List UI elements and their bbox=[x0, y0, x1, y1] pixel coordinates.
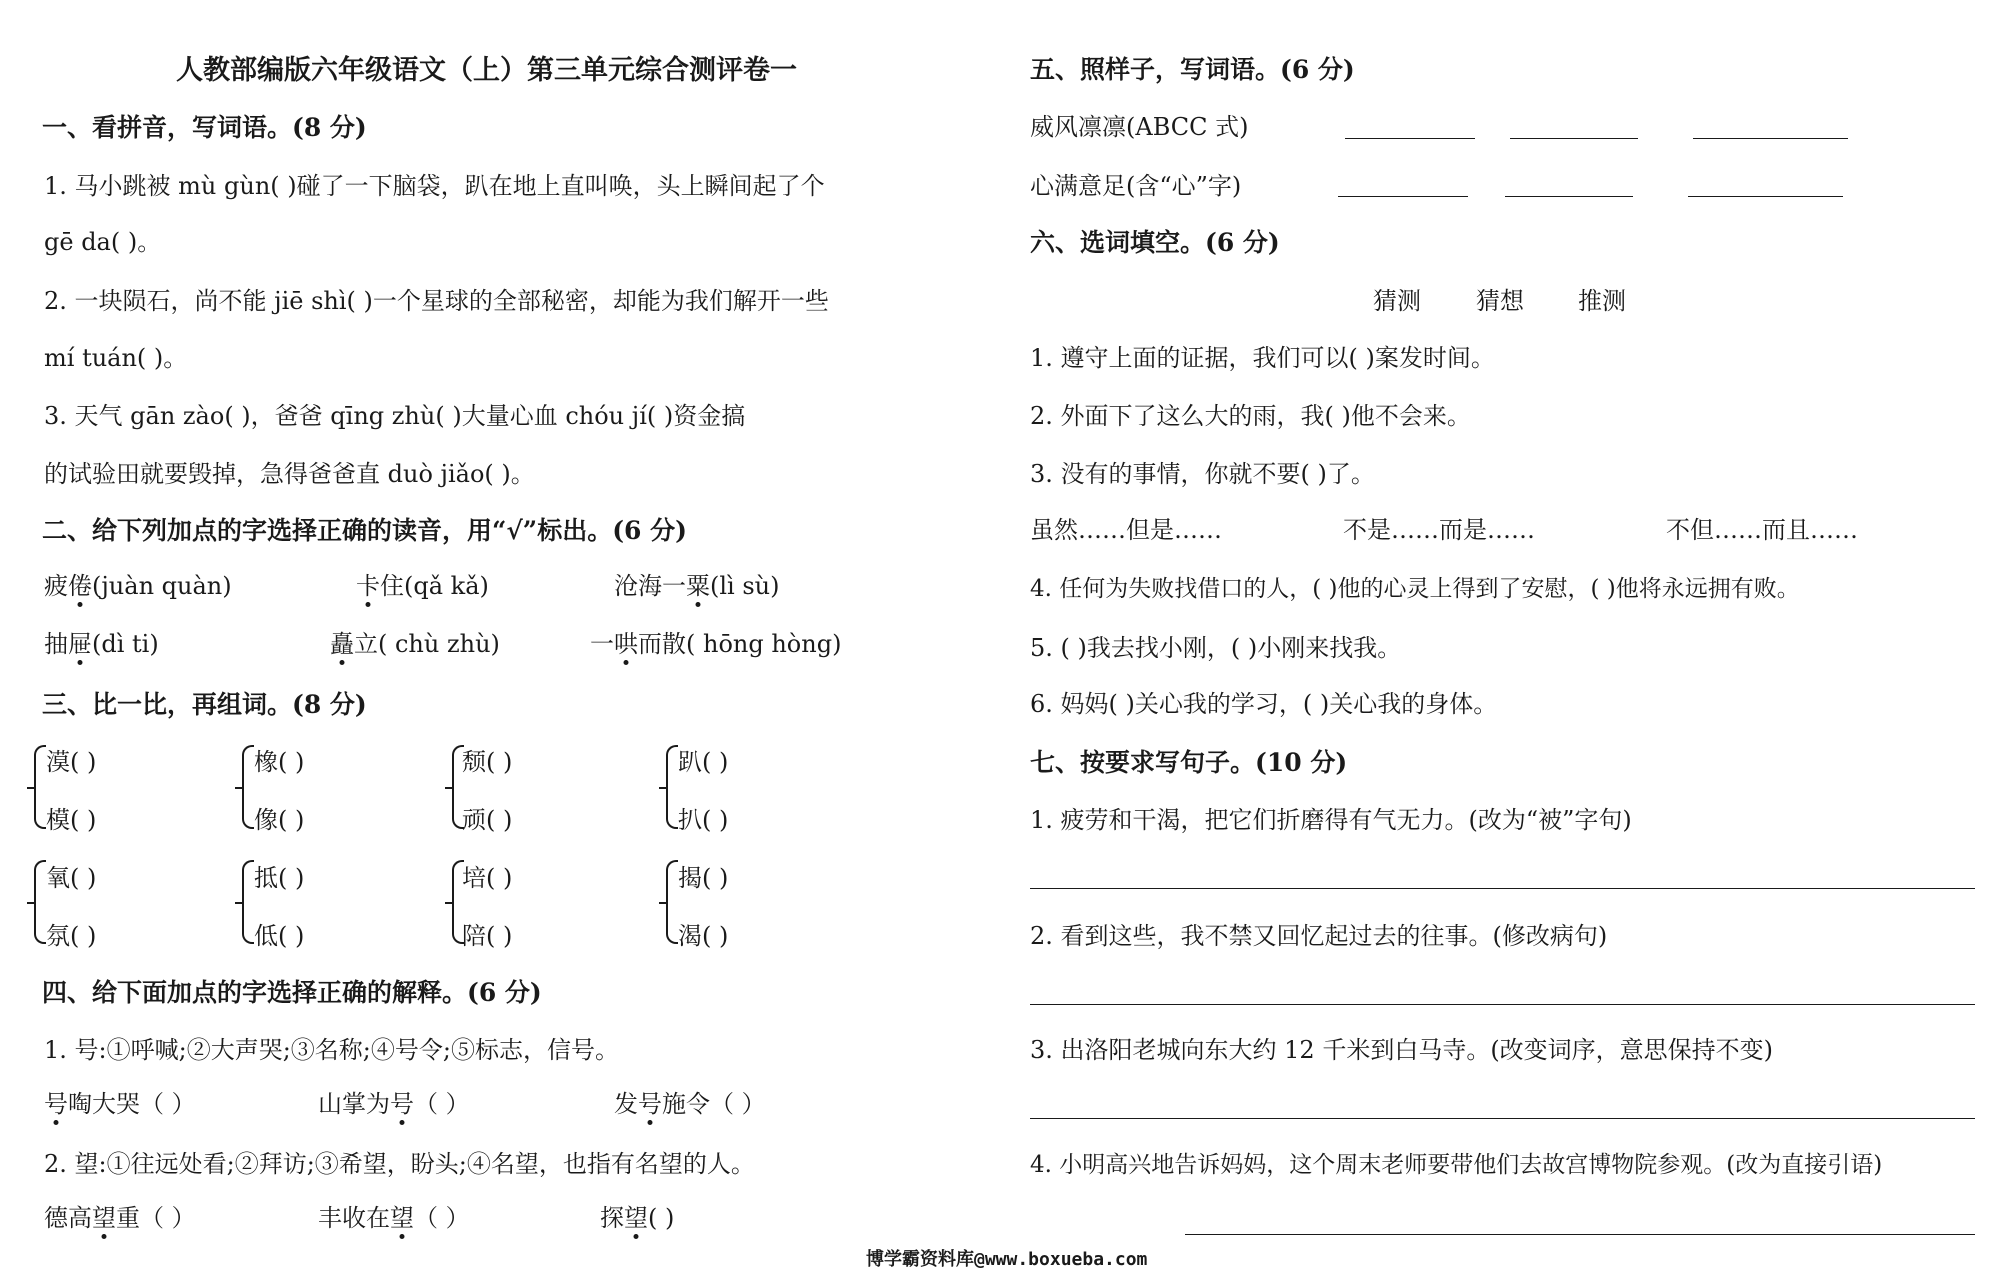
s3-char-1: 漠( ) bbox=[46, 748, 97, 776]
s3-char-8: 扒( ) bbox=[678, 806, 729, 834]
s3-char-15: 揭( ) bbox=[678, 864, 729, 892]
brace-6 bbox=[242, 860, 254, 944]
brace-1 bbox=[34, 745, 46, 829]
s3-char-2: 模( ) bbox=[46, 806, 97, 834]
s7-q3: 3. 出洛阳老城向东大约 12 千米到白马寺。(改变词序，意思保持不变) bbox=[1030, 1036, 1774, 1064]
s2-item-3: 沧海一粟(lì sù) bbox=[614, 572, 780, 600]
s6-q5: 5. ( )我去找小刚，( )小刚来找我。 bbox=[1030, 634, 1402, 662]
s7-q2-answer-line[interactable] bbox=[1030, 1004, 1975, 1005]
s1-q3-line2: 的试验田就要毁掉，急得爸爸直 duò jiǎo( )。 bbox=[44, 460, 535, 488]
s1-q1-line2: gē da( )。 bbox=[44, 228, 162, 256]
s3-char-5: 颓( ) bbox=[462, 748, 513, 776]
s6-q1: 1. 遵守上面的证据，我们可以( )案发时间。 bbox=[1030, 344, 1495, 372]
s3-char-9: 氧( ) bbox=[46, 864, 97, 892]
s2-item-2: 卡住(qǎ kǎ) bbox=[356, 572, 489, 600]
s6-q3: 3. 没有的事情，你就不要( )了。 bbox=[1030, 460, 1375, 488]
s7-q3-answer-line[interactable] bbox=[1030, 1118, 1975, 1119]
section-1-heading: 一、看拼音，写词语。(8 分) bbox=[42, 113, 367, 142]
s3-char-14: 陪( ) bbox=[462, 922, 513, 950]
s5-row-1-blank-1[interactable] bbox=[1345, 138, 1475, 139]
s1-q1-line1: 1. 马小跳被 mù gùn( )碰了一下脑袋，趴在地上直叫唤，头上瞬间起了个 bbox=[44, 172, 825, 200]
brace-8 bbox=[666, 860, 678, 944]
s4-q1-item-1: 号啕大哭（ ） bbox=[44, 1090, 196, 1118]
s1-q2-line1: 2. 一块陨石，尚不能 jiē shì( )一个星球的全部秘密，却能为我们解开一些 bbox=[44, 287, 829, 315]
section-7-heading: 七、按要求写句子。(10 分) bbox=[1030, 748, 1348, 777]
page-title: 人教部编版六年级语文（上）第三单元综合测评卷一 bbox=[176, 55, 797, 86]
s1-q2-line2: mí tuán( )。 bbox=[44, 344, 188, 372]
s1-q3-line1: 3. 天气 gān zào( )，爸爸 qīng zhù( )大量心血 chóu jí( )资金搞 bbox=[44, 402, 746, 430]
s3-char-6: 顽( ) bbox=[462, 806, 513, 834]
footer-watermark: 博学霸资料库@www.boxueba.com bbox=[866, 1249, 1148, 1270]
s3-char-3: 橡( ) bbox=[254, 748, 305, 776]
s5-row-1-blank-2[interactable] bbox=[1510, 138, 1638, 139]
s6-conj-3: 不但……而且…… bbox=[1666, 516, 1858, 544]
s7-q1-answer-line[interactable] bbox=[1030, 888, 1975, 889]
s3-char-12: 低( ) bbox=[254, 922, 305, 950]
s2-item-5: 矗立( chù zhù) bbox=[330, 630, 500, 658]
s3-char-10: 氛( ) bbox=[46, 922, 97, 950]
s6-word-2: 猜想 bbox=[1476, 287, 1524, 315]
section-3-heading: 三、比一比，再组词。(8 分) bbox=[42, 690, 367, 719]
s5-row-1-label: 威风凛凛(ABCC 式) bbox=[1030, 113, 1249, 141]
s4-q1-definitions: 1. 号:①呼喊;②大声哭;③名称;④号令;⑤标志，信号。 bbox=[44, 1036, 619, 1064]
s5-row-1-blank-3[interactable] bbox=[1693, 138, 1848, 139]
s6-conj-2: 不是……而是…… bbox=[1343, 516, 1535, 544]
s6-q4: 4. 任何为失败找借口的人，( )他的心灵上得到了安慰，( )他将永远拥有败。 bbox=[1030, 576, 1800, 602]
s5-row-2-blank-3[interactable] bbox=[1688, 196, 1843, 197]
s3-char-13: 培( ) bbox=[462, 864, 513, 892]
s6-q6: 6. 妈妈( )关心我的学习，( )关心我的身体。 bbox=[1030, 690, 1498, 718]
s2-item-4: 抽屉(dì ti) bbox=[44, 630, 159, 658]
s7-q1: 1. 疲劳和干渴，把它们折磨得有气无力。(改为“被”字句) bbox=[1030, 806, 1632, 834]
brace-5 bbox=[34, 860, 46, 944]
s2-item-1: 疲倦(juàn quàn) bbox=[44, 572, 232, 600]
s3-char-11: 抵( ) bbox=[254, 864, 305, 892]
s3-char-4: 像( ) bbox=[254, 806, 305, 834]
section-4-heading: 四、给下面加点的字选择正确的解释。(6 分) bbox=[42, 978, 542, 1007]
s5-row-2-blank-1[interactable] bbox=[1338, 196, 1468, 197]
s3-char-7: 趴( ) bbox=[678, 748, 729, 776]
section-5-heading: 五、照样子，写词语。(6 分) bbox=[1030, 55, 1355, 84]
s6-conj-1: 虽然……但是…… bbox=[1030, 516, 1222, 544]
brace-2 bbox=[242, 745, 254, 829]
s6-word-1: 猜测 bbox=[1373, 287, 1421, 315]
s7-q4: 4. 小明高兴地告诉妈妈，这个周末老师要带他们去故宫博物院参观。(改为直接引语) bbox=[1030, 1152, 1883, 1178]
s7-q4-answer-line[interactable] bbox=[1185, 1234, 1975, 1235]
s3-char-16: 渴( ) bbox=[678, 922, 729, 950]
s4-q2-definitions: 2. 望:①往远处看;②拜访;③希望，盼头;④名望，也指有名望的人。 bbox=[44, 1150, 755, 1178]
s6-word-3: 推测 bbox=[1578, 287, 1626, 315]
section-2-heading: 二、给下列加点的字选择正确的读音，用“√”标出。(6 分) bbox=[42, 516, 687, 545]
s4-q2-item-3: 探望( ) bbox=[600, 1204, 675, 1232]
s5-row-2-label: 心满意足(含“心”字) bbox=[1030, 172, 1242, 200]
s6-q2: 2. 外面下了这么大的雨，我( )他不会来。 bbox=[1030, 402, 1471, 430]
s4-q2-item-2: 丰收在望（ ） bbox=[318, 1204, 470, 1232]
section-6-heading: 六、选词填空。(6 分) bbox=[1030, 228, 1280, 257]
s2-item-6: 一哄而散( hōng hòng) bbox=[590, 630, 842, 658]
s4-q2-item-1: 德高望重（ ） bbox=[44, 1204, 196, 1232]
s7-q2: 2. 看到这些，我不禁又回忆起过去的往事。(修改病句) bbox=[1030, 922, 1608, 950]
brace-4 bbox=[666, 745, 678, 829]
s4-q1-item-2: 山掌为号（ ） bbox=[318, 1090, 470, 1118]
s4-q1-item-3: 发号施令（ ） bbox=[614, 1090, 766, 1118]
s5-row-2-blank-2[interactable] bbox=[1505, 196, 1633, 197]
